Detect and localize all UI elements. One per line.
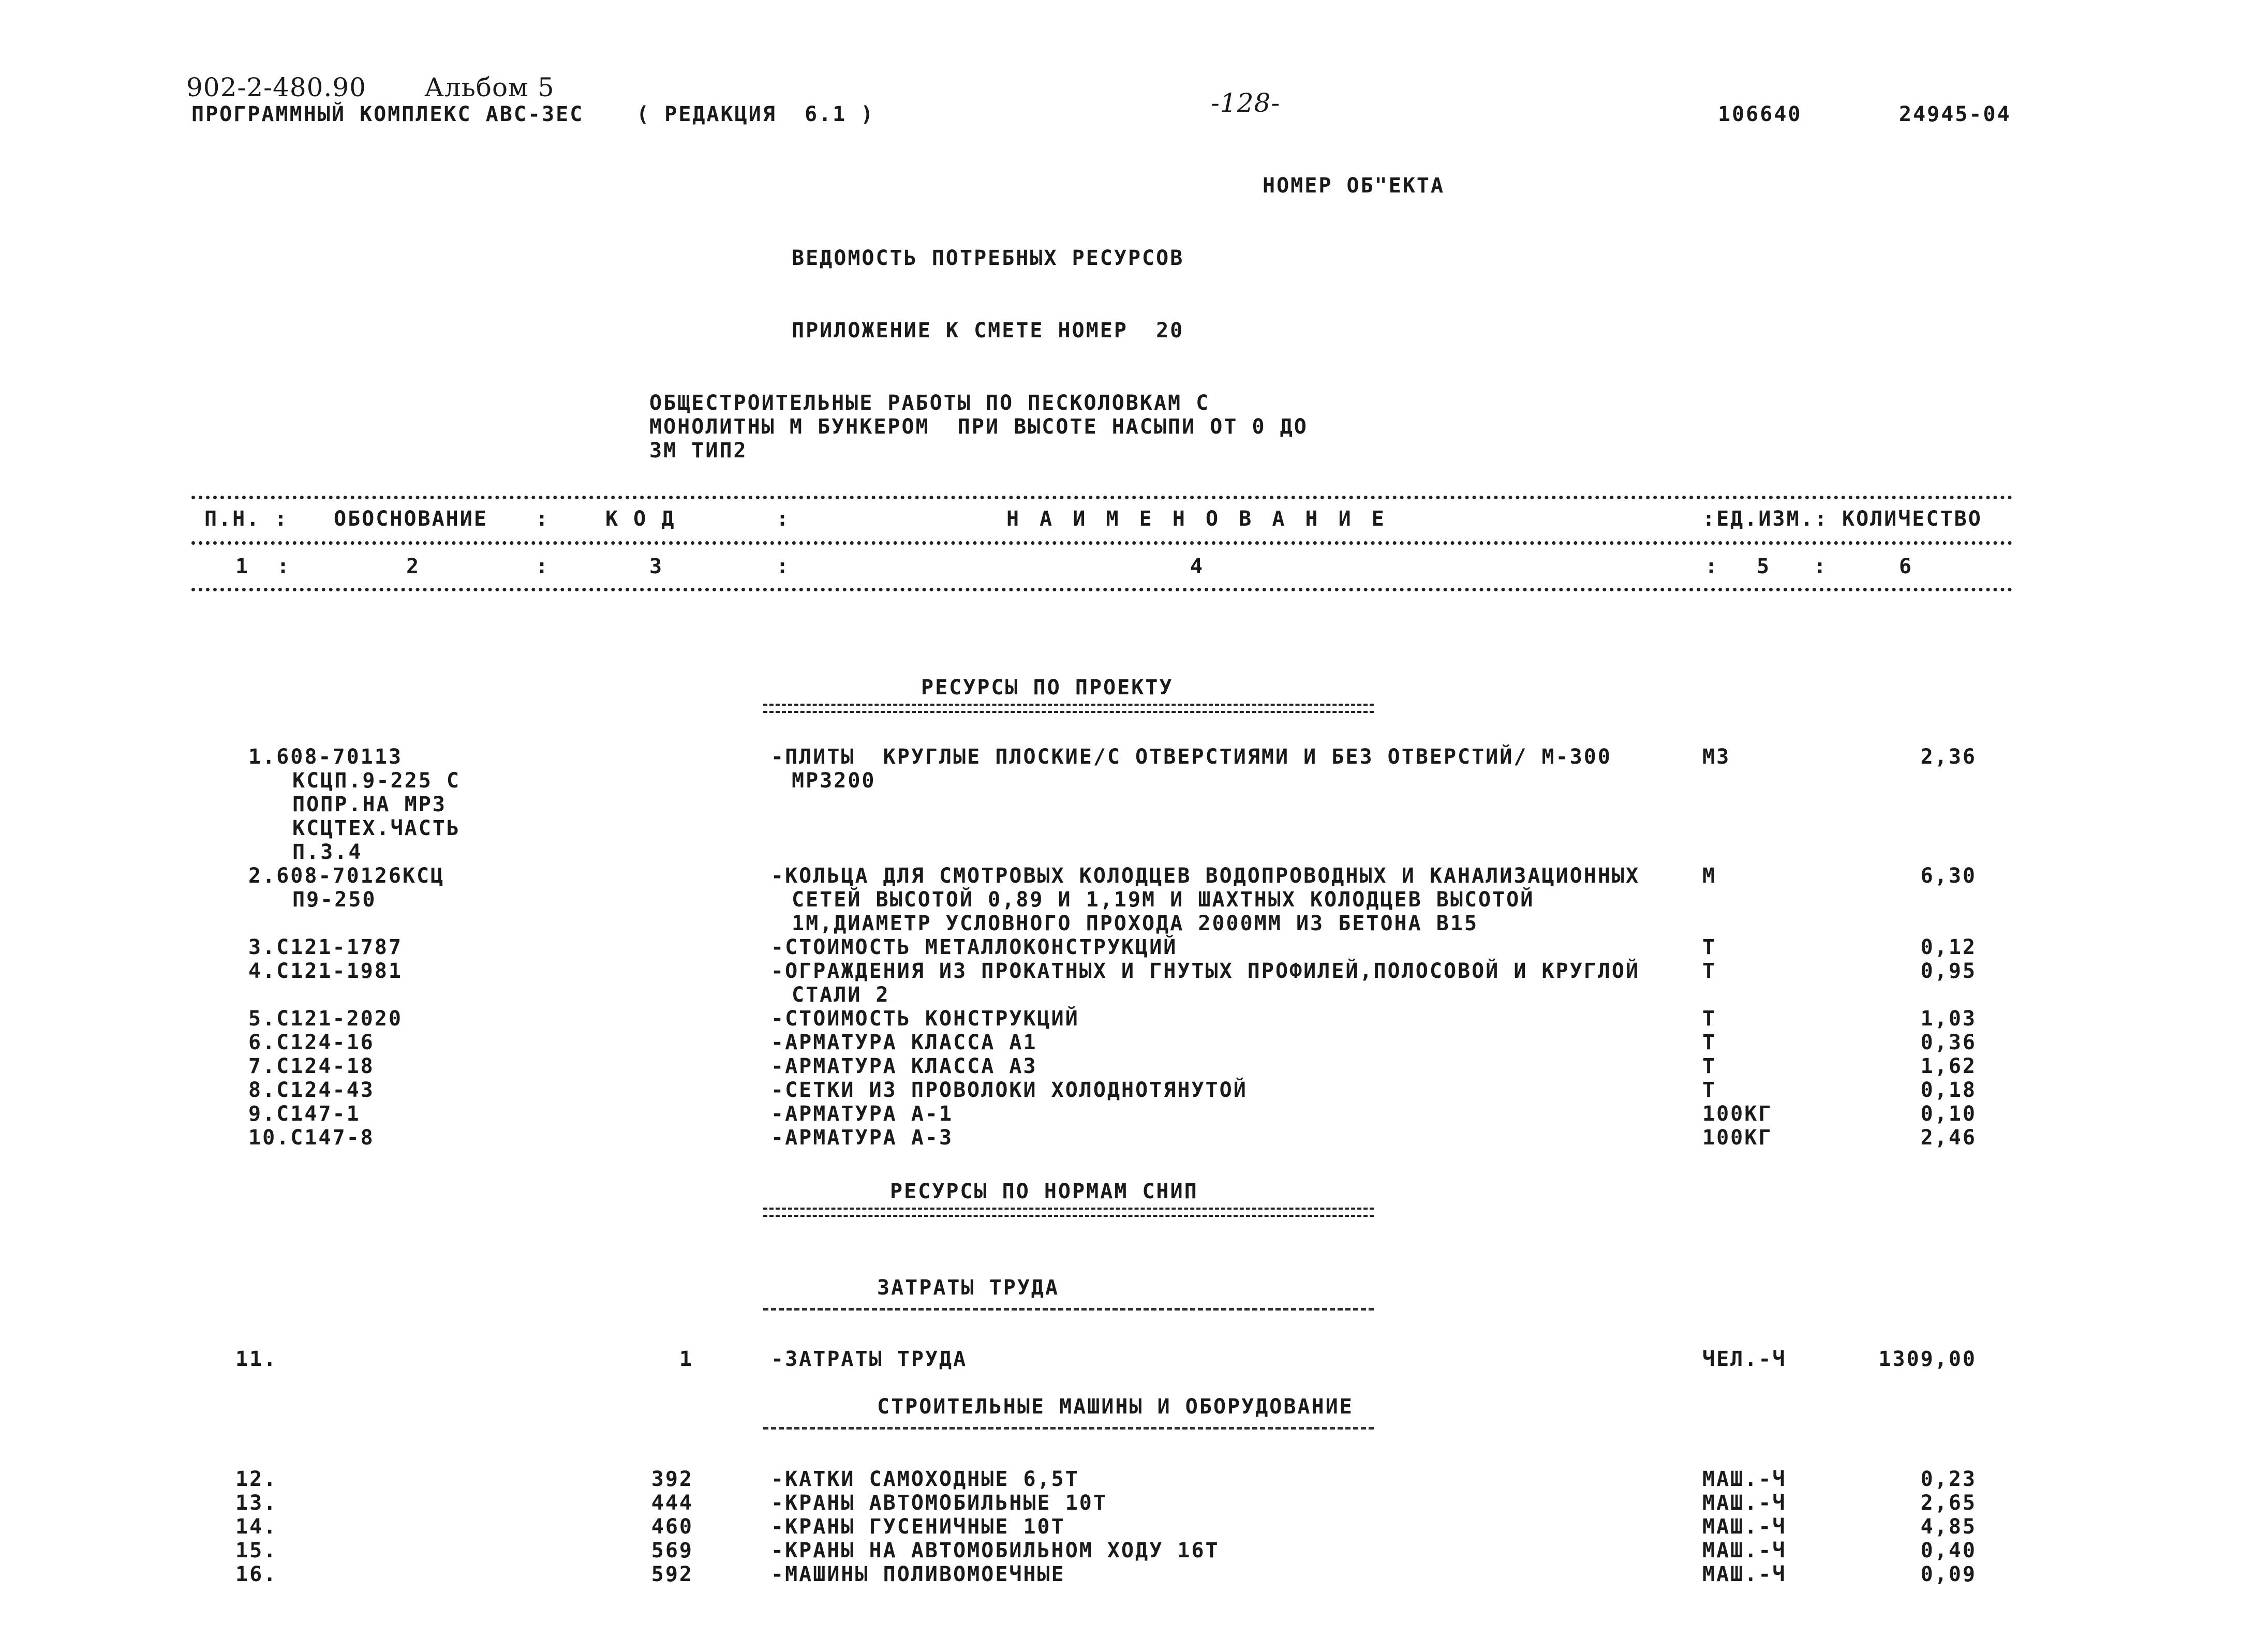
col-num-1: 1 (235, 555, 250, 578)
row-unit: М3 (1702, 745, 1731, 769)
row-quantity: 6,30 (1920, 864, 1977, 888)
row-name: -СЕТКИ ИЗ ПРОВОЛОКИ ХОЛОДНОТЯНУТОЙ (771, 1078, 1248, 1102)
section-title-norms: РЕСУРСЫ ПО НОРМАМ СНИП (890, 1180, 1198, 1203)
row-number: 11. (235, 1347, 278, 1371)
row-name: -КОЛЬЦА ДЛЯ СМОТРОВЫХ КОЛОДЦЕВ ВОДОПРОВОДНЫХ И КАНАЛИЗАЦИОННЫХ (771, 864, 1640, 888)
doc-code: 902-2-480.90 (186, 72, 366, 102)
row-unit: 100КГ (1702, 1126, 1773, 1150)
section-rule-project (763, 704, 1374, 713)
row-basis: ПОПР.НА МР3 (292, 793, 447, 816)
row-unit: Т (1702, 1007, 1717, 1031)
row-quantity: 1309,00 (1878, 1347, 1977, 1371)
col-header-qty: КОЛИЧЕСТВО (1842, 507, 1982, 531)
row-basis: П.3.4 (292, 840, 363, 864)
row-quantity: 1,03 (1920, 1007, 1977, 1031)
row-code: 592 (651, 1562, 693, 1586)
row-number: 14. (235, 1515, 278, 1539)
header-rule-mid (191, 541, 2013, 545)
row-code: 1 (679, 1347, 693, 1371)
row-unit: М (1702, 864, 1717, 888)
description-line-1: ОБЩЕСТРОИТЕЛЬНЫЕ РАБОТЫ ПО ПЕСКОЛОВКАМ С (649, 391, 1210, 415)
row-unit: МАШ.-Ч (1702, 1491, 1787, 1515)
row-name: -ПЛИТЫ КРУГЛЫЕ ПЛОСКИЕ/С ОТВЕРСТИЯМИ И БЕЗ ОТВЕРСТИЙ/ М-300 (771, 745, 1612, 769)
row-unit: Т (1702, 959, 1717, 983)
row-code: 392 (651, 1467, 693, 1491)
header-rule-bottom (191, 588, 2013, 591)
row-quantity: 4,85 (1920, 1515, 1977, 1539)
row-basis: 1.608-70113 (248, 745, 403, 769)
row-code: 460 (651, 1515, 693, 1539)
row-unit: ЧЕЛ.-Ч (1702, 1347, 1787, 1371)
row-basis: КСЦП.9-225 С (292, 769, 461, 793)
row-quantity: 0,95 (1920, 959, 1977, 983)
row-code: 569 (651, 1539, 693, 1562)
col-header-sep: : (536, 507, 550, 531)
description-line-3: 3М ТИП2 (649, 439, 748, 463)
row-number: 15. (235, 1539, 278, 1562)
section-rule-labor (763, 1308, 1374, 1311)
page-number: -128- (1211, 88, 1281, 118)
col-num-sep: : (776, 555, 791, 578)
col-num-2: 2 (406, 555, 421, 578)
row-name: -СТОИМОСТЬ КОНСТРУКЦИЙ (771, 1007, 1079, 1031)
col-num-5: 5 (1757, 555, 1771, 578)
row-basis: 3.С121-1787 (248, 935, 403, 959)
header-rule-top (191, 496, 2013, 499)
row-quantity: 0,40 (1920, 1539, 1977, 1562)
col-num-4: 4 (1190, 555, 1205, 578)
row-name: СТАЛИ 2 (792, 983, 890, 1007)
row-name: -КРАНЫ НА АВТОМОБИЛЬНОМ ХОДУ 16Т (771, 1539, 1220, 1562)
row-name: -КРАНЫ АВТОМОБИЛЬНЫЕ 10Т (771, 1491, 1107, 1515)
section-rule-machines (763, 1427, 1374, 1430)
row-quantity: 0,18 (1920, 1078, 1977, 1102)
col-header-pn: П.Н. : (204, 507, 289, 531)
col-header-code: К О Д (605, 507, 676, 531)
section-rule-norms (763, 1208, 1374, 1217)
description-line-2: МОНОЛИТНЫ М БУНКЕРОМ ПРИ ВЫСОТЕ НАСЫПИ ОТ 0 ДО (649, 415, 1308, 439)
row-basis: 2.608-70126КСЦ (248, 864, 445, 888)
row-name: МР3200 (792, 769, 876, 793)
row-name: -ЗАТРАТЫ ТРУДА (771, 1347, 968, 1371)
row-quantity: 2,65 (1920, 1491, 1977, 1515)
row-name: -МАШИНЫ ПОЛИВОМОЕЧНЫЕ (771, 1562, 1065, 1586)
col-header-sep: : (776, 507, 791, 531)
row-basis: П9-250 (292, 888, 377, 912)
row-number: 13. (235, 1491, 278, 1515)
row-name: -АРМАТУРА КЛАССА А3 (771, 1054, 1037, 1078)
col-header-basis: ОБОСНОВАНИЕ (334, 507, 488, 531)
col-num-sep: : (1814, 555, 1828, 578)
row-quantity: 0,10 (1920, 1102, 1977, 1126)
row-basis: 6.С124-16 (248, 1031, 375, 1054)
header-number-1: 106640 (1718, 102, 1802, 126)
row-name: -АРМАТУРА А-3 (771, 1126, 954, 1150)
row-unit: МАШ.-Ч (1702, 1539, 1787, 1562)
row-quantity: 0,23 (1920, 1467, 1977, 1491)
row-unit: МАШ.-Ч (1702, 1562, 1787, 1586)
object-label: НОМЕР ОБ"ЕКТА (1263, 174, 1445, 198)
row-number: 16. (235, 1562, 278, 1586)
col-num-3: 3 (649, 555, 664, 578)
row-basis: 9.С147-1 (248, 1102, 361, 1126)
col-num-sep: : (277, 555, 291, 578)
col-num-6: 6 (1899, 555, 1913, 578)
row-quantity: 0,12 (1920, 935, 1977, 959)
section-title-project: РЕСУРСЫ ПО ПРОЕКТУ (921, 676, 1174, 700)
row-basis: 5.С121-2020 (248, 1007, 403, 1031)
row-number: 12. (235, 1467, 278, 1491)
header-number-2: 24945-04 (1899, 102, 2011, 126)
row-name: -ОГРАЖДЕНИЯ ИЗ ПРОКАТНЫХ И ГНУТЫХ ПРОФИЛЕЙ,ПОЛОСОВОЙ И КРУГЛОЙ (771, 959, 1640, 983)
row-quantity: 2,46 (1920, 1126, 1977, 1150)
row-unit: Т (1702, 1078, 1717, 1102)
row-unit: Т (1702, 1031, 1717, 1054)
row-name: -АРМАТУРА А-1 (771, 1102, 954, 1126)
row-basis: 10.С147-8 (248, 1126, 375, 1150)
col-header-name: Н А И М Е Н О В А Н И Е (1006, 507, 1388, 531)
col-num-sep: : (536, 555, 550, 578)
row-unit: 100КГ (1702, 1102, 1773, 1126)
section-title-labor: ЗАТРАТЫ ТРУДА (877, 1276, 1060, 1300)
col-num-sep: : (1705, 555, 1719, 578)
row-name: 1М,ДИАМЕТР УСЛОВНОГО ПРОХОДА 2000ММ ИЗ БЕТОНА В15 (792, 912, 1479, 935)
row-unit: Т (1702, 1054, 1717, 1078)
section-title-machines: СТРОИТЕЛЬНЫЕ МАШИНЫ И ОБОРУДОВАНИЕ (877, 1395, 1354, 1419)
row-quantity: 1,62 (1920, 1054, 1977, 1078)
row-name: -СТОИМОСТЬ МЕТАЛЛОКОНСТРУКЦИЙ (771, 935, 1178, 959)
row-name: СЕТЕЙ ВЫСОТОЙ 0,89 И 1,19М И ШАХТНЫХ КОЛОДЦЕВ ВЫСОТОЙ (792, 888, 1535, 912)
col-header-unit: :ЕД.ИЗМ.: (1702, 507, 1829, 531)
album-label: Альбом 5 (424, 72, 555, 102)
row-basis: КСЦТЕХ.ЧАСТЬ (292, 816, 461, 840)
row-name: -КАТКИ САМОХОДНЫЕ 6,5Т (771, 1467, 1079, 1491)
row-basis: 4.С121-1981 (248, 959, 403, 983)
row-quantity: 0,36 (1920, 1031, 1977, 1054)
page-subtitle: ПРИЛОЖЕНИЕ К СМЕТЕ НОМЕР 20 (792, 319, 1184, 343)
row-basis: 7.С124-18 (248, 1054, 375, 1078)
row-basis: 8.С124-43 (248, 1078, 375, 1102)
row-unit: Т (1702, 935, 1717, 959)
row-unit: МАШ.-Ч (1702, 1467, 1787, 1491)
program-label: ПРОГРАММНЫЙ КОМПЛЕКС АВС-3ЕС (191, 102, 584, 126)
row-name: -КРАНЫ ГУСЕНИЧНЫЕ 10Т (771, 1515, 1065, 1539)
row-quantity: 0,09 (1920, 1562, 1977, 1586)
row-quantity: 2,36 (1920, 745, 1977, 769)
edition-label: ( РЕДАКЦИЯ 6.1 ) (636, 102, 875, 126)
row-name: -АРМАТУРА КЛАССА А1 (771, 1031, 1037, 1054)
row-code: 444 (651, 1491, 693, 1515)
page-title: ВЕДОМОСТЬ ПОТРЕБНЫХ РЕСУРСОВ (792, 246, 1184, 270)
row-unit: МАШ.-Ч (1702, 1515, 1787, 1539)
